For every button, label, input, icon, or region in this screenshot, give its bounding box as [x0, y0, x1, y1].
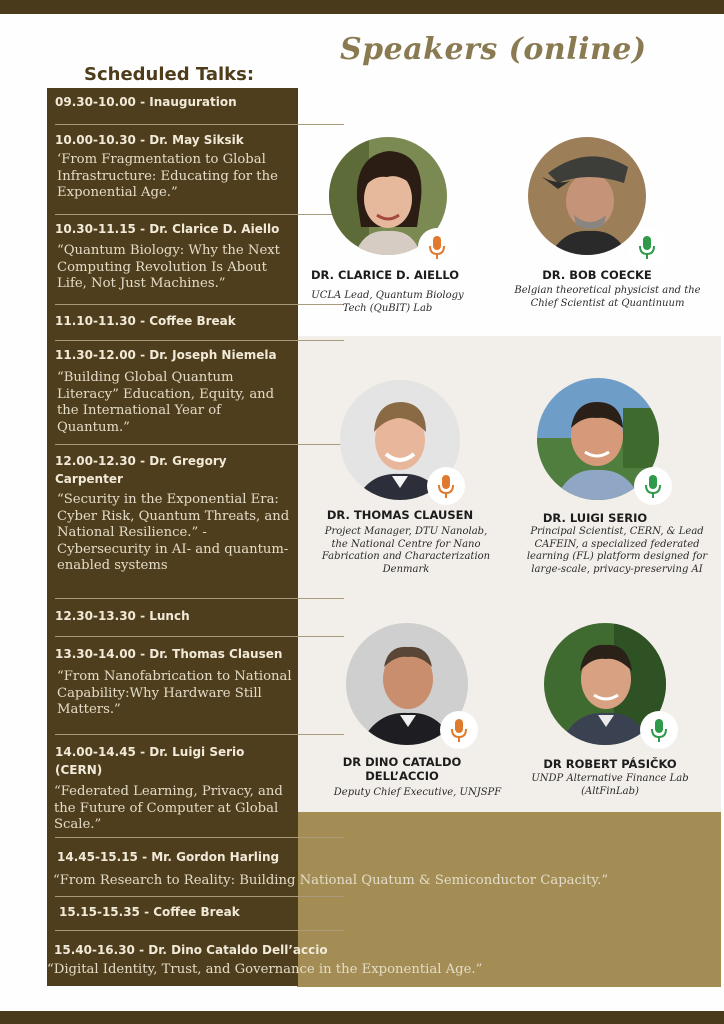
schedule-divider [55, 734, 344, 735]
talk-description: ‘From Fragmentation to Global Infrastructure: Educating for the Exponential Age.” [57, 152, 278, 200]
schedule-divider [55, 896, 344, 897]
talk-time: 10.30-11.15 - Dr. Clarice D. Aiello [55, 222, 280, 236]
microphone-icon [418, 228, 456, 266]
speaker-affiliation: Project Manager, DTU Nanolab, the National Centre for Nano Fabrication and Characterization Denmark [321, 526, 491, 575]
speaker-mic-glyph [628, 228, 666, 266]
schedule-heading: Scheduled Talks: [84, 64, 255, 85]
speaker-name: DR DINO CATALDO DELL’ACCIO [342, 755, 462, 783]
speaker-name: DR. LUIGI SERIO [542, 511, 648, 525]
speaker-mic-glyph [634, 467, 672, 505]
speaker-name: DR. THOMAS CLAUSEN [326, 508, 474, 522]
talk-description: “Security in the Exponential Era: Cyber Risk, Quantum Threats, and National Resilience.” - Cybersecurity in AI- and quantum-enabled systems [57, 492, 290, 573]
schedule-divider [55, 124, 344, 125]
microphone-icon [440, 711, 478, 749]
top-border-band [0, 0, 724, 14]
speaker-name: DR. CLARICE D. AIELLO [310, 268, 460, 282]
schedule-divider [55, 930, 344, 931]
microphone-icon [427, 467, 465, 505]
talk-description: “Quantum Biology: Why the Next Computing Revolution Is About Life, Not Just Machines.” [57, 243, 280, 291]
talk-description: “Federated Learning, Privacy, and the Future of Computer at Global Scale.” [54, 784, 283, 832]
talk-description: “Building Global Quantum Literacy” Education, Equity, and the International Year of Quantum.” [57, 370, 275, 435]
speaker-affiliation: UCLA Lead, Quantum Biology Tech (QuBIT) Lab [311, 290, 464, 314]
talk-time: 11.30-12.00 - Dr. Joseph Niemela [55, 348, 277, 362]
schedule-divider [55, 598, 344, 599]
gold-decorative-block [297, 812, 721, 987]
talk-time: 15.40-16.30 - Dr. Dino Cataldo Dell’accio [54, 943, 328, 957]
talk-time: 13.30-14.00 - Dr. Thomas Clausen [55, 647, 283, 661]
talk-time: 11.10-11.30 - Coffee Break [55, 314, 236, 328]
speaker-mic-glyph [418, 228, 456, 266]
schedule-divider [55, 837, 344, 838]
speakers-title: Speakers (online) [340, 32, 647, 67]
speaker-name: DR. BOB COECKE [542, 268, 652, 282]
microphone-icon [640, 711, 678, 749]
talk-time: 15.15-15.35 - Coffee Break [59, 905, 240, 919]
microphone-icon [628, 228, 666, 266]
schedule-divider [55, 636, 344, 637]
talk-time: 10.00-10.30 - Dr. May Siksik [55, 133, 244, 147]
speaker-mic-glyph [440, 711, 478, 749]
schedule-divider [55, 444, 344, 445]
speaker-name: DR ROBERT PÁSIČKO [543, 757, 677, 771]
talk-description: “From Nanofabrication to National Capability:Why Hardware Still Matters.” [57, 669, 292, 717]
talk-time: 12.30-13.30 - Lunch [55, 609, 190, 623]
microphone-icon [634, 467, 672, 505]
speaker-mic-glyph [640, 711, 678, 749]
speaker-affiliation: Belgian theoretical physicist and the Chief Scientist at Quantinuum [514, 285, 701, 309]
talk-time: 14.00-14.45 - Dr. Luigi Serio (CERN) [55, 745, 245, 777]
speaker-affiliation: Principal Scientist, CERN, & Lead CAFEIN, a specialized federated learning (FL) platform designed for large-scale, privacy-preserving AI [526, 526, 708, 575]
schedule-divider [55, 340, 344, 341]
speaker-mic-glyph [427, 467, 465, 505]
speaker-affiliation: Deputy Chief Executive, UNJSPF [333, 787, 502, 798]
schedule-divider [55, 214, 344, 215]
talk-description: “From Research to Reality: Building National Quatum & Semiconductor Capacity.” [53, 873, 609, 888]
speaker-affiliation: UNDP Alternative Finance Lab (AltFinLab) [531, 773, 689, 797]
talk-time: 12.00-12.30 - Dr. Gregory Carpenter [55, 454, 227, 486]
bottom-border-band [0, 1011, 724, 1024]
talk-time: 14.45-15.15 - Mr. Gordon Harling [57, 850, 280, 864]
talk-description: “Digital Identity, Trust, and Governance in the Exponential Age.” [47, 962, 483, 977]
talk-time: 09.30-10.00 - Inauguration [55, 95, 237, 109]
